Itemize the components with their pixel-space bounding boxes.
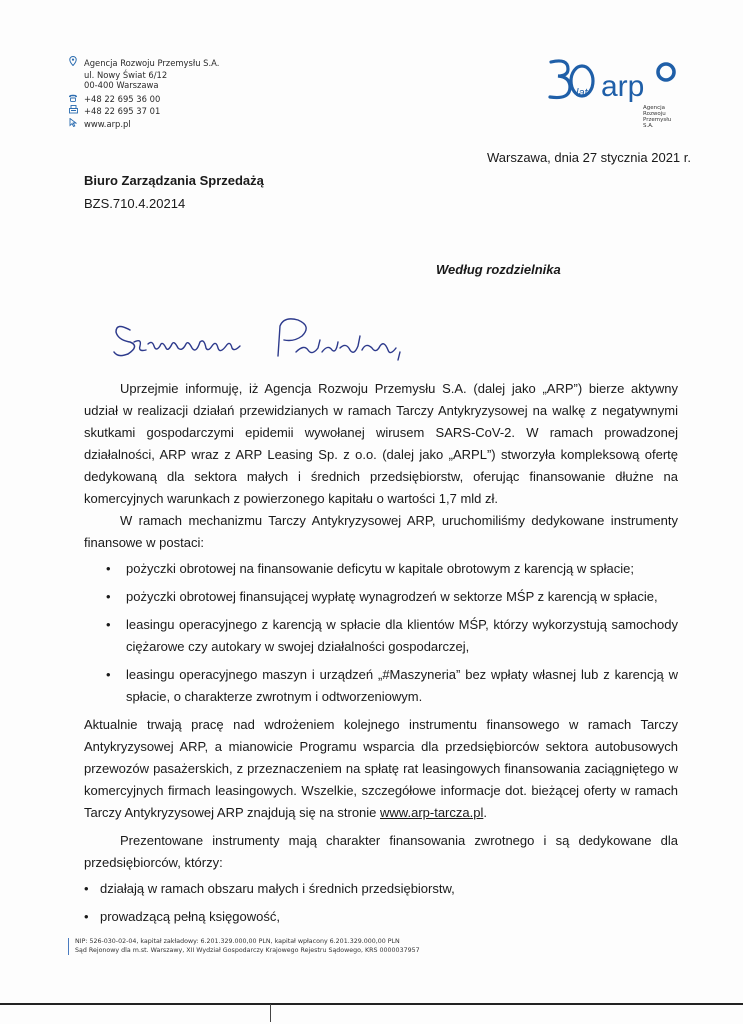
website-link[interactable]: www.arp.pl	[84, 118, 131, 129]
distribution-note: Według rozdzielnika	[436, 262, 561, 277]
location-pin-icon	[68, 56, 78, 70]
handwritten-salutation	[108, 312, 408, 372]
criteria-list	[84, 878, 678, 928]
footer-line: NIP: 526-030-02-04, kapitał zakładowy: 6.201.329.000,00 PLN, kapitał wpłacony 6.201.329.000,00 PLN	[75, 938, 400, 945]
phone-number: +48 22 695 36 00	[84, 94, 161, 105]
instruments-list	[84, 558, 678, 708]
paragraph-instruments-intro: W ramach mechanizmu Tarczy Antykryzysowej ARP, uruchomiliśmy dedykowane instrumenty finansowe w postaci:	[84, 513, 678, 550]
logo-subtitle-line: Agencja	[643, 105, 666, 111]
cursor-icon	[68, 118, 78, 131]
logo-subtitle	[643, 105, 671, 129]
street: ul. Nowy Świat 6/12	[84, 69, 168, 80]
fax-number: +48 22 695 37 01	[84, 106, 161, 117]
paragraph-new-instrument	[84, 714, 678, 824]
paragraph-intro: Uprzejmie informuję, iż Agencja Rozwoju Przemysłu S.A. (dalej jako „ARP”) bierze aktywny udział w realizacji działań przewidzianych w ramach Tarczy Antykryzysowej na walkę z negatywnymi skutkami gospodarczymi epidemii wywołanej wirusem SARS-CoV-2. W ramach prowadzonej działalności, ARP wraz z ARP Leasing Sp. z o.o. (dalej jako „ARPL”) stworzyła kompleksową ofertę dedykowaną dla sektora małych i średnich przedsiębiorstw, oferując finansowanie dłużne na komercyjnych warunkach z powierzonego kapitału o wartości 1,7 mld zł.	[84, 381, 678, 506]
logo-brand-text: arp	[601, 70, 645, 103]
list-item: • leasingu operacyjnego maszyn i urządzeń „#Maszyneria” bez wpłaty własnej lub z karencją w spłacie, o charakterze zwrotnym i odtworzeniowym.	[126, 664, 678, 708]
department-name: Biuro Zarządzania Sprzedażą	[84, 173, 264, 188]
footer-line: Sąd Rejonowy dla m.st. Warszawy, XII Wydział Gospodarczy Krajowego Rejestru Sądowego, KRS 0000037957	[75, 946, 420, 954]
phone-icon	[68, 94, 78, 106]
list-item: • prowadzącą pełną księgowość,	[100, 906, 678, 928]
logo-subtitle-line: Rozwoju	[643, 111, 666, 117]
reference-number: BZS.710.4.20214	[84, 196, 186, 211]
list-item: • pożyczki obrotowej finansującej wypłatę wynagrodzeń w sektorze MŚP z karencją w spłacie,	[126, 586, 678, 608]
logo-subtitle-line: S.A.	[643, 123, 654, 129]
paragraph-criteria-intro: Prezentowane instrumenty mają charakter finansowania zwrotnego i są dedykowane dla przedsiębiorców, którzy:	[84, 833, 678, 870]
list-item: • pożyczki obrotowej na finansowanie deficytu w kapitale obrotowym z karencją w spłacie;	[126, 558, 678, 580]
paragraph-end: .	[483, 805, 487, 820]
logo-subtitle-line: Przemysłu	[643, 117, 672, 123]
letter-date: Warszawa, dnia 27 stycznia 2021 r.	[486, 150, 691, 165]
letter-body	[84, 378, 678, 934]
list-item: • leasingu operacyjnego z karencją w spłacie dla klientów MŚP, którzy wykorzystują samochody ciężarowe czy autokary w swojej działalności gospodarczej,	[126, 614, 678, 658]
fax-row	[68, 105, 219, 118]
website-row	[68, 118, 219, 131]
org-name: Agencja Rozwoju Przemysłu S.A.	[84, 57, 220, 68]
list-item: • działają w ramach obszaru małych i średnich przedsiębiorstw,	[100, 878, 678, 900]
fax-icon	[68, 105, 78, 118]
logo-anniversary-text: lat	[576, 87, 588, 99]
arp-tarcza-link[interactable]: www.arp-tarcza.pl	[380, 805, 484, 820]
bottom-divider	[0, 1003, 743, 1005]
bottom-tick	[270, 1004, 271, 1022]
phone-row	[68, 94, 219, 106]
org-name-row	[68, 56, 219, 70]
contact-block	[68, 56, 219, 131]
footer-legal	[68, 938, 420, 955]
city: 00-400 Warszawa	[84, 80, 159, 91]
paragraph-new-instrument-text: Aktualnie trwają pracę nad wdrożeniem kolejnego instrumentu finansowego w ramach Tarczy Antykryzysowej ARP, a mianowicie Programu wsparcia dla przedsiębiorców sektora autobusowych przewozów pasażerskich, z przeznaczeniem na spłatę rat leasingowych finansowania zaciągniętego w komercyjnych firmach leasingowych. Wszelkie, szczegółowe informacje dot. bieżącej oferty w ramach Tarczy Antykryzysowej ARP znajdują się na stronie	[84, 717, 678, 820]
